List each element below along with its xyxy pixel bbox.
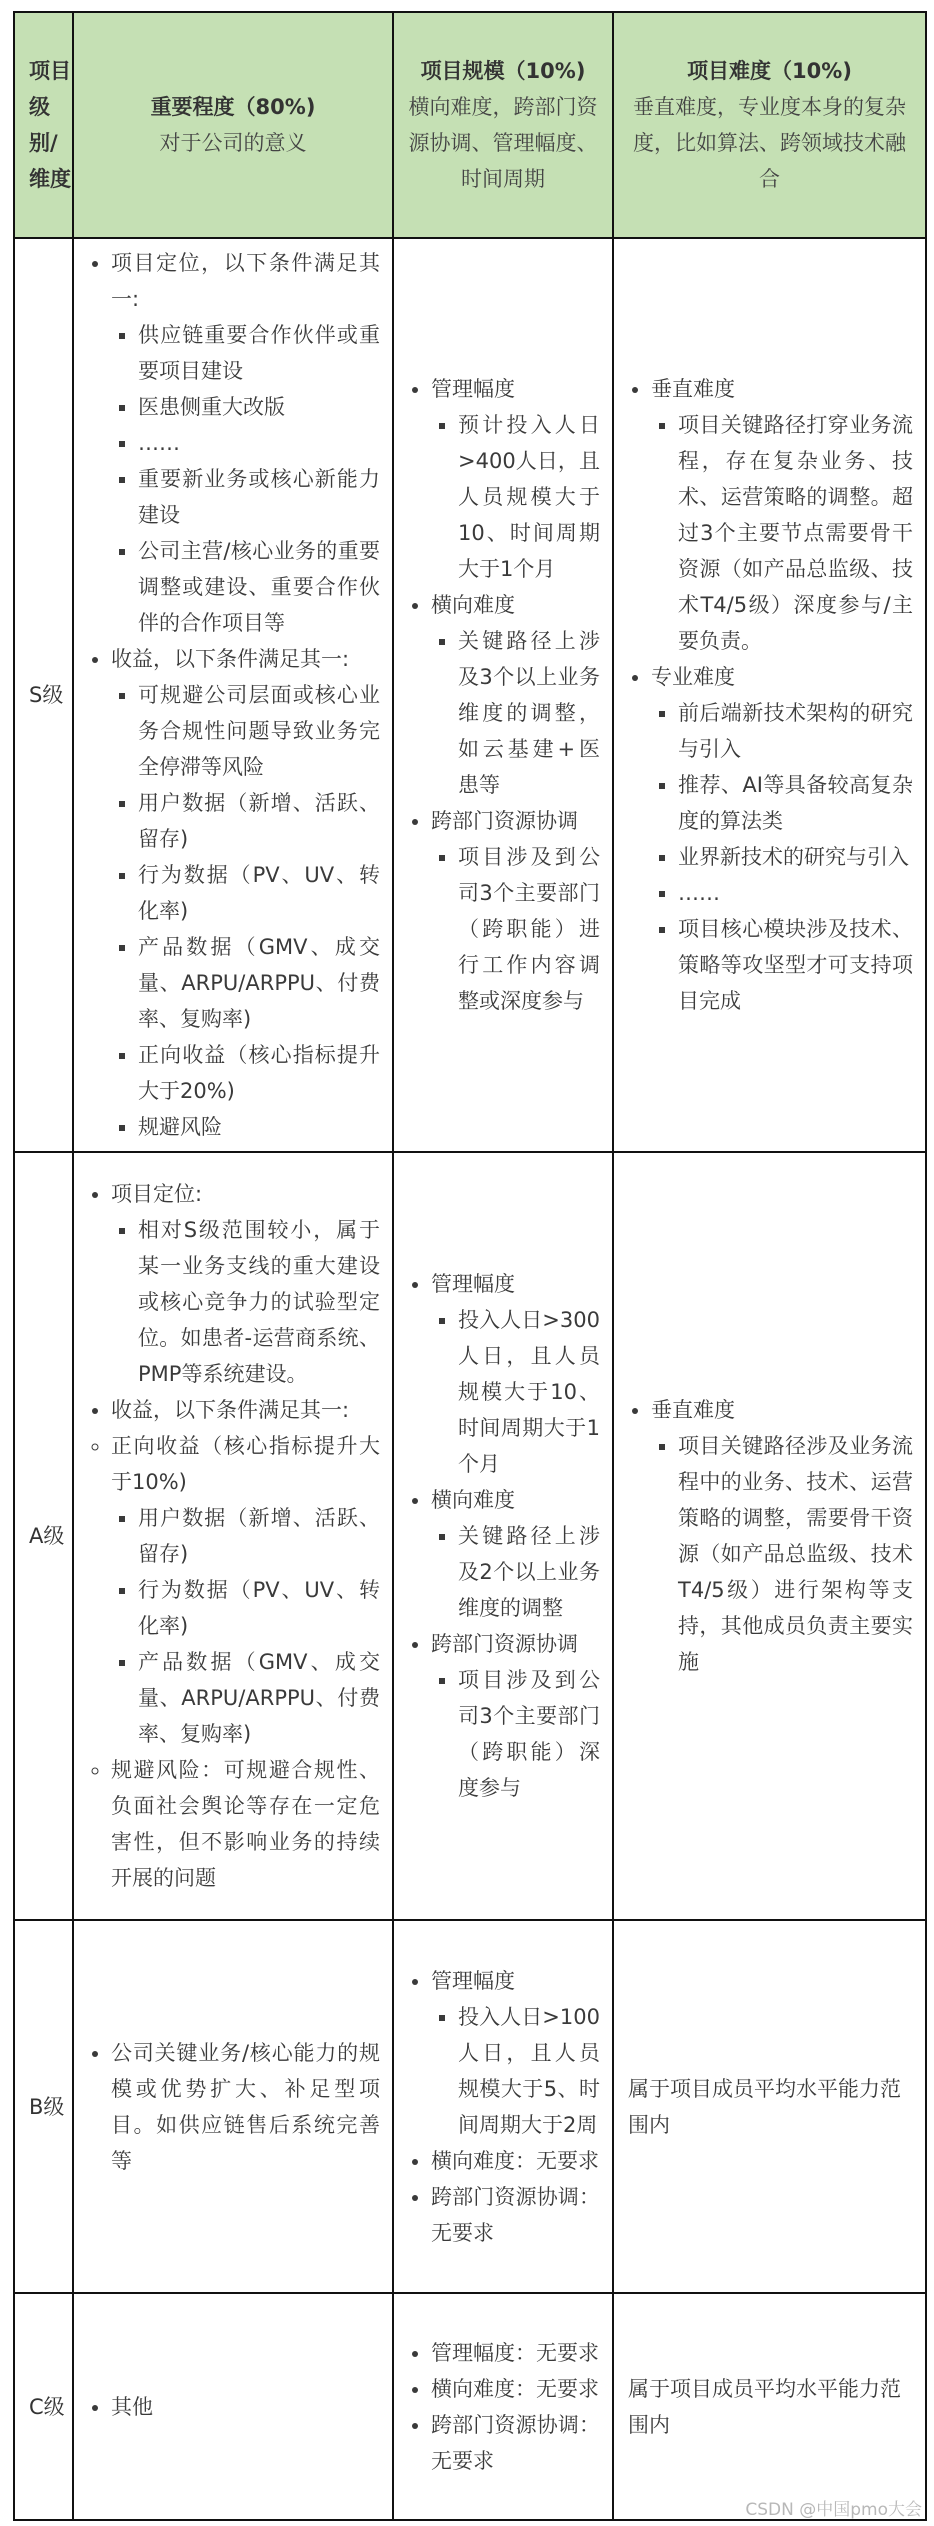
list-item-text: 管理幅度 [431, 1272, 515, 1296]
scale-cell [393, 1152, 613, 1920]
list-item [651, 659, 913, 1019]
table-row [14, 1920, 926, 2293]
bullet-list [614, 371, 913, 1019]
list-item [431, 1482, 600, 1626]
bullet-list [74, 245, 380, 1145]
list-item [458, 1518, 600, 1626]
list-item [458, 407, 600, 587]
bullet-list [651, 407, 913, 659]
list-item-text: 公司主营/核心业务的重要调整或建设、重要合作伙伴的合作项目等 [138, 539, 380, 635]
list-item [431, 2335, 600, 2371]
list-item-text: 垂直难度 [651, 1398, 735, 1422]
list-item-text: 规避风险：可规避合规性、负面社会舆论等存在一定危害性，但不影响业务的持续开展的问题 [111, 1758, 380, 1890]
header-level-dimension: 项目级别/维度 [14, 12, 73, 238]
list-item-text: 相对S级范围较小，属于某一业务支线的重大建设或核心竞争力的试验型定位。如患者-运营商系统、PMP等系统建设。 [138, 1218, 380, 1386]
list-item-text: 公司关键业务/核心能力的规模或优势扩大、补足型项目。如供应链售后系统完善等 [111, 2040, 380, 2173]
header-difficulty-desc: 垂直难度，专业度本身的复杂度，比如算法、跨领域技术融合 [633, 95, 906, 191]
list-item-text: 横向难度：无要求 [431, 2148, 599, 2173]
list-item [138, 1109, 380, 1145]
list-item [651, 1392, 913, 1680]
project-grading-table [13, 11, 927, 2521]
bullet-list [74, 2389, 380, 2425]
list-item-text: 预计投入人日>400人日，且人员规模大于10、时间周期大于1个月 [458, 413, 600, 581]
list-item [138, 389, 380, 425]
difficulty-cell [613, 1152, 926, 1920]
list-item-text: 行为数据（PV、UV、转化率) [138, 863, 380, 923]
list-item-text: 跨部门资源协调 [431, 809, 578, 833]
list-item [431, 1266, 600, 1482]
header-difficulty-title: 项目难度（10%) [687, 59, 852, 83]
list-item-text: 供应链重要合作伙伴或重要项目建设 [138, 323, 380, 383]
list-item-text: 垂直难度 [651, 377, 735, 401]
list-item [138, 425, 380, 461]
list-item [458, 1302, 600, 1482]
list-item-text: 横向难度：无要求 [431, 2376, 599, 2401]
table-row [14, 238, 926, 1152]
difficulty-cell [613, 238, 926, 1152]
list-item-text: 项目关键路径涉及业务流程中的业务、技术、运营策略的调整，需要骨干资源（如产品总监级、技术T4/5级）进行架构等支持，其他成员负责主要实施 [678, 1434, 913, 1674]
scale-cell [393, 238, 613, 1152]
importance-cell [73, 2293, 393, 2520]
list-item [138, 1572, 380, 1644]
header-difficulty [613, 12, 926, 238]
list-item-text: 医患侧重大改版 [138, 395, 285, 419]
list-item-text: 跨部门资源协调：无要求 [431, 2412, 600, 2473]
list-item-text: 横向难度 [431, 1488, 515, 1512]
list-item-text: 规避风险 [138, 1115, 222, 1139]
level-cell: S级 [14, 238, 73, 1152]
list-item-text: 正向收益（核心指标提升大于10%) [111, 1434, 380, 1494]
bullet-list [614, 1392, 913, 1680]
list-item [138, 929, 380, 1037]
list-item [138, 1212, 380, 1392]
bullet-list [111, 1212, 380, 1392]
list-item [431, 2179, 600, 2251]
list-item [678, 407, 913, 659]
importance-cell [73, 238, 393, 1152]
bullet-list [651, 695, 913, 1019]
level-cell: B级 [14, 1920, 73, 2293]
header-scale-desc: 横向难度，跨部门资源协调、管理幅度、时间周期 [408, 95, 598, 191]
scale-cell [393, 2293, 613, 2520]
list-item [431, 371, 600, 587]
list-item-text: 业界新技术的研究与引入 [678, 845, 909, 869]
list-item [138, 857, 380, 929]
list-item-text: 用户数据（新增、活跃、留存) [138, 1506, 380, 1566]
list-item [138, 1644, 380, 1752]
list-item [431, 803, 600, 1019]
list-item [678, 767, 913, 839]
list-item-text: 产品数据（GMV、成交量、ARPU/ARPPU、付费率、复购率) [138, 1650, 380, 1746]
list-item [458, 623, 600, 803]
list-item [111, 1752, 380, 1896]
table-row [14, 2293, 926, 2520]
list-item-text: 其他 [111, 2394, 153, 2419]
bullet-list [74, 2035, 380, 2179]
list-item [138, 533, 380, 641]
list-item [111, 641, 380, 1145]
list-item [138, 461, 380, 533]
bullet-list [431, 1518, 600, 1626]
list-item [431, 2371, 600, 2407]
bullet-list [394, 2335, 600, 2479]
list-item [678, 839, 913, 875]
list-item [431, 2407, 600, 2479]
bullet-list [431, 1999, 600, 2143]
bullet-list [431, 407, 600, 587]
difficulty-cell: 属于项目成员平均水平能力范围内 [613, 2293, 926, 2520]
list-item-text: …… [678, 881, 720, 905]
list-item-text: 投入人日>300人日，且人员规模大于10、时间周期大于1个月 [458, 1308, 600, 1476]
list-item-text: …… [138, 431, 180, 455]
level-cell: A级 [14, 1152, 73, 1920]
list-item-text: 管理幅度 [431, 377, 515, 401]
list-item [111, 1176, 380, 1392]
list-item-text: 跨部门资源协调：无要求 [431, 2184, 600, 2245]
list-item [678, 875, 913, 911]
list-item [431, 1626, 600, 1806]
bullet-list [74, 1176, 380, 1896]
list-item-text: 推荐、AI等具备较高复杂度的算法类 [678, 773, 913, 833]
bullet-list [431, 839, 600, 1019]
bullet-list [111, 317, 380, 641]
list-item [138, 677, 380, 785]
bullet-list [111, 1500, 380, 1752]
list-item-text: 关键路径上涉及3个以上业务维度的调整，如云基建+医患等 [458, 629, 600, 797]
bullet-list [394, 371, 600, 1019]
list-item [111, 1428, 380, 1752]
bullet-list [394, 1963, 600, 2251]
list-item [678, 911, 913, 1019]
list-item [458, 1999, 600, 2143]
list-item-text: 收益，以下条件满足其一: [111, 647, 350, 671]
list-item-text: 行为数据（PV、UV、转化率) [138, 1578, 380, 1638]
header-importance-desc: 对于公司的意义 [159, 131, 307, 155]
list-item-text: 项目涉及到公司3个主要部门（跨职能）进行工作内容调整或深度参与 [458, 845, 600, 1013]
list-item [138, 1500, 380, 1572]
list-item [458, 1662, 600, 1806]
watermark: CSDN @中国pmo大会 [745, 2500, 922, 2520]
list-item-text: 用户数据（新增、活跃、留存) [138, 791, 380, 851]
list-item-text: 项目核心模块涉及技术、策略等攻坚型才可支持项目完成 [678, 917, 913, 1013]
list-item [678, 1428, 913, 1680]
bullet-list [111, 677, 380, 1145]
bullet-list [431, 1302, 600, 1482]
list-item-text: 管理幅度：无要求 [431, 2340, 599, 2365]
header-importance [73, 12, 393, 238]
level-cell: C级 [14, 2293, 73, 2520]
list-item-text: 项目关键路径打穿业务流程，存在复杂业务、技术、运营策略的调整。超过3个主要节点需要骨干资源（如产品总监级、技术T4/5级）深度参与/主要负责。 [678, 413, 913, 653]
list-item [458, 839, 600, 1019]
list-item-text: 投入人日>100人日，且人员规模大于5、时间周期大于2周 [458, 2004, 600, 2137]
list-item [138, 785, 380, 857]
list-item-text: 重要新业务或核心新能力建设 [138, 467, 380, 527]
bullet-list [431, 1662, 600, 1806]
importance-cell [73, 1920, 393, 2293]
list-item [138, 317, 380, 389]
list-item [431, 1963, 600, 2143]
header-row [14, 12, 926, 238]
scale-cell [393, 1920, 613, 2293]
list-item [678, 695, 913, 767]
list-item-text: 项目涉及到公司3个主要部门（跨职能）深度参与 [458, 1668, 600, 1800]
list-item [431, 587, 600, 803]
list-item [111, 245, 380, 641]
list-item-text: 正向收益（核心指标提升大于20%) [138, 1043, 380, 1103]
table-row [14, 1152, 926, 1920]
header-scale [393, 12, 613, 238]
list-item-text: 项目定位: [111, 1182, 203, 1206]
list-item-text: 管理幅度 [431, 1968, 515, 1993]
list-item-text: 跨部门资源协调 [431, 1632, 578, 1656]
bullet-list [394, 1266, 600, 1806]
importance-cell [73, 1152, 393, 1920]
header-importance-title: 重要程度（80%) [150, 95, 316, 119]
list-item-text: 收益，以下条件满足其一: [111, 1398, 350, 1422]
list-item [111, 2035, 380, 2179]
list-item [138, 1037, 380, 1109]
list-item-text: 项目定位，以下条件满足其一: [111, 251, 380, 311]
list-item-text: 前后端新技术架构的研究与引入 [678, 701, 913, 761]
bullet-list [651, 1428, 913, 1680]
header-scale-title: 项目规模（10%) [420, 59, 586, 83]
list-item-text: 产品数据（GMV、成交量、ARPU/ARPPU、付费率、复购率) [138, 935, 380, 1031]
difficulty-cell: 属于项目成员平均水平能力范围内 [613, 1920, 926, 2293]
list-item [111, 1392, 380, 1428]
list-item-text: 关键路径上涉及2个以上业务维度的调整 [458, 1524, 600, 1620]
list-item [651, 371, 913, 659]
bullet-list [431, 623, 600, 803]
list-item-text: 专业难度 [651, 665, 735, 689]
list-item [111, 2389, 380, 2425]
list-item-text: 横向难度 [431, 593, 515, 617]
list-item [431, 2143, 600, 2179]
list-item-text: 可规避公司层面或核心业务合规性问题导致业务完全停滞等风险 [138, 683, 380, 779]
